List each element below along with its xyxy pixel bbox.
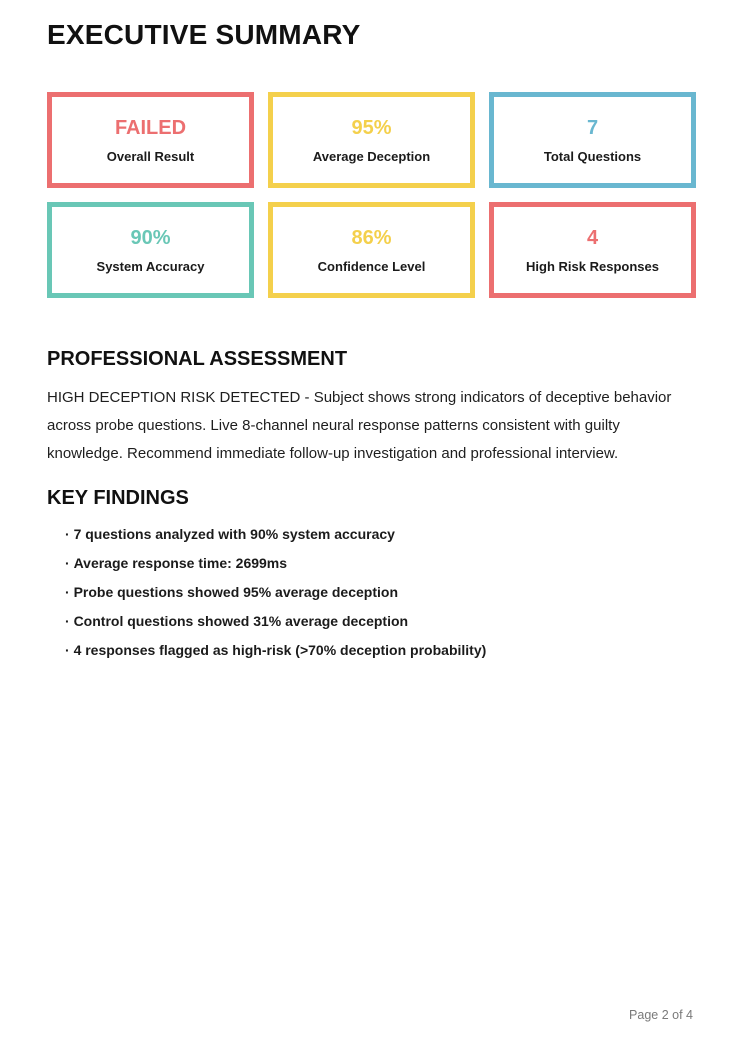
stat-label: Overall Result xyxy=(106,148,195,164)
stat-value: FAILED xyxy=(114,116,187,139)
stat-card-confidence-level xyxy=(268,202,475,298)
stat-label: Total Questions xyxy=(543,148,642,164)
stat-card-overall-result xyxy=(47,92,254,188)
key-finding-item: · Probe questions showed 95% average deception xyxy=(65,584,696,600)
key-finding-item: · Control questions showed 31% average deception xyxy=(65,613,696,629)
stat-value: 90% xyxy=(130,226,171,249)
stat-card-average-deception xyxy=(268,92,475,188)
stat-label: Average Deception xyxy=(312,148,431,164)
page-title: EXECUTIVE SUMMARY xyxy=(47,19,361,50)
stat-label: High Risk Responses xyxy=(526,258,659,274)
stat-card-total-questions xyxy=(489,92,696,188)
key-findings-heading: KEY FINDINGS xyxy=(47,487,189,509)
key-finding-item: · Average response time: 2699ms xyxy=(65,555,696,571)
professional-assessment-heading: PROFESSIONAL ASSESSMENT xyxy=(47,348,348,370)
stat-label: Confidence Level xyxy=(317,258,426,274)
stat-value: 4 xyxy=(586,226,599,249)
stat-value: 86% xyxy=(351,226,392,249)
key-findings-list xyxy=(47,526,696,658)
stat-label: System Accuracy xyxy=(96,258,205,274)
stat-value: 7 xyxy=(586,116,599,139)
summary-stat-cards xyxy=(47,92,696,298)
stat-value: 95% xyxy=(351,116,392,139)
stat-card-system-accuracy xyxy=(47,202,254,298)
key-finding-item: · 4 responses flagged as high-risk (>70% deception probability) xyxy=(65,642,696,658)
professional-assessment-body: HIGH DECEPTION RISK DETECTED - Subject shows strong indicators of deceptive behavior across probe questions. Live 8-channel neural response patterns consistent with guilty knowledge. Recommend immediate follow-up investigation and professional interview. xyxy=(47,389,672,462)
key-finding-item: · 7 questions analyzed with 90% system accuracy xyxy=(65,526,696,542)
page-number: Page 2 of 4 xyxy=(629,1008,693,1022)
stat-card-high-risk-responses xyxy=(489,202,696,298)
